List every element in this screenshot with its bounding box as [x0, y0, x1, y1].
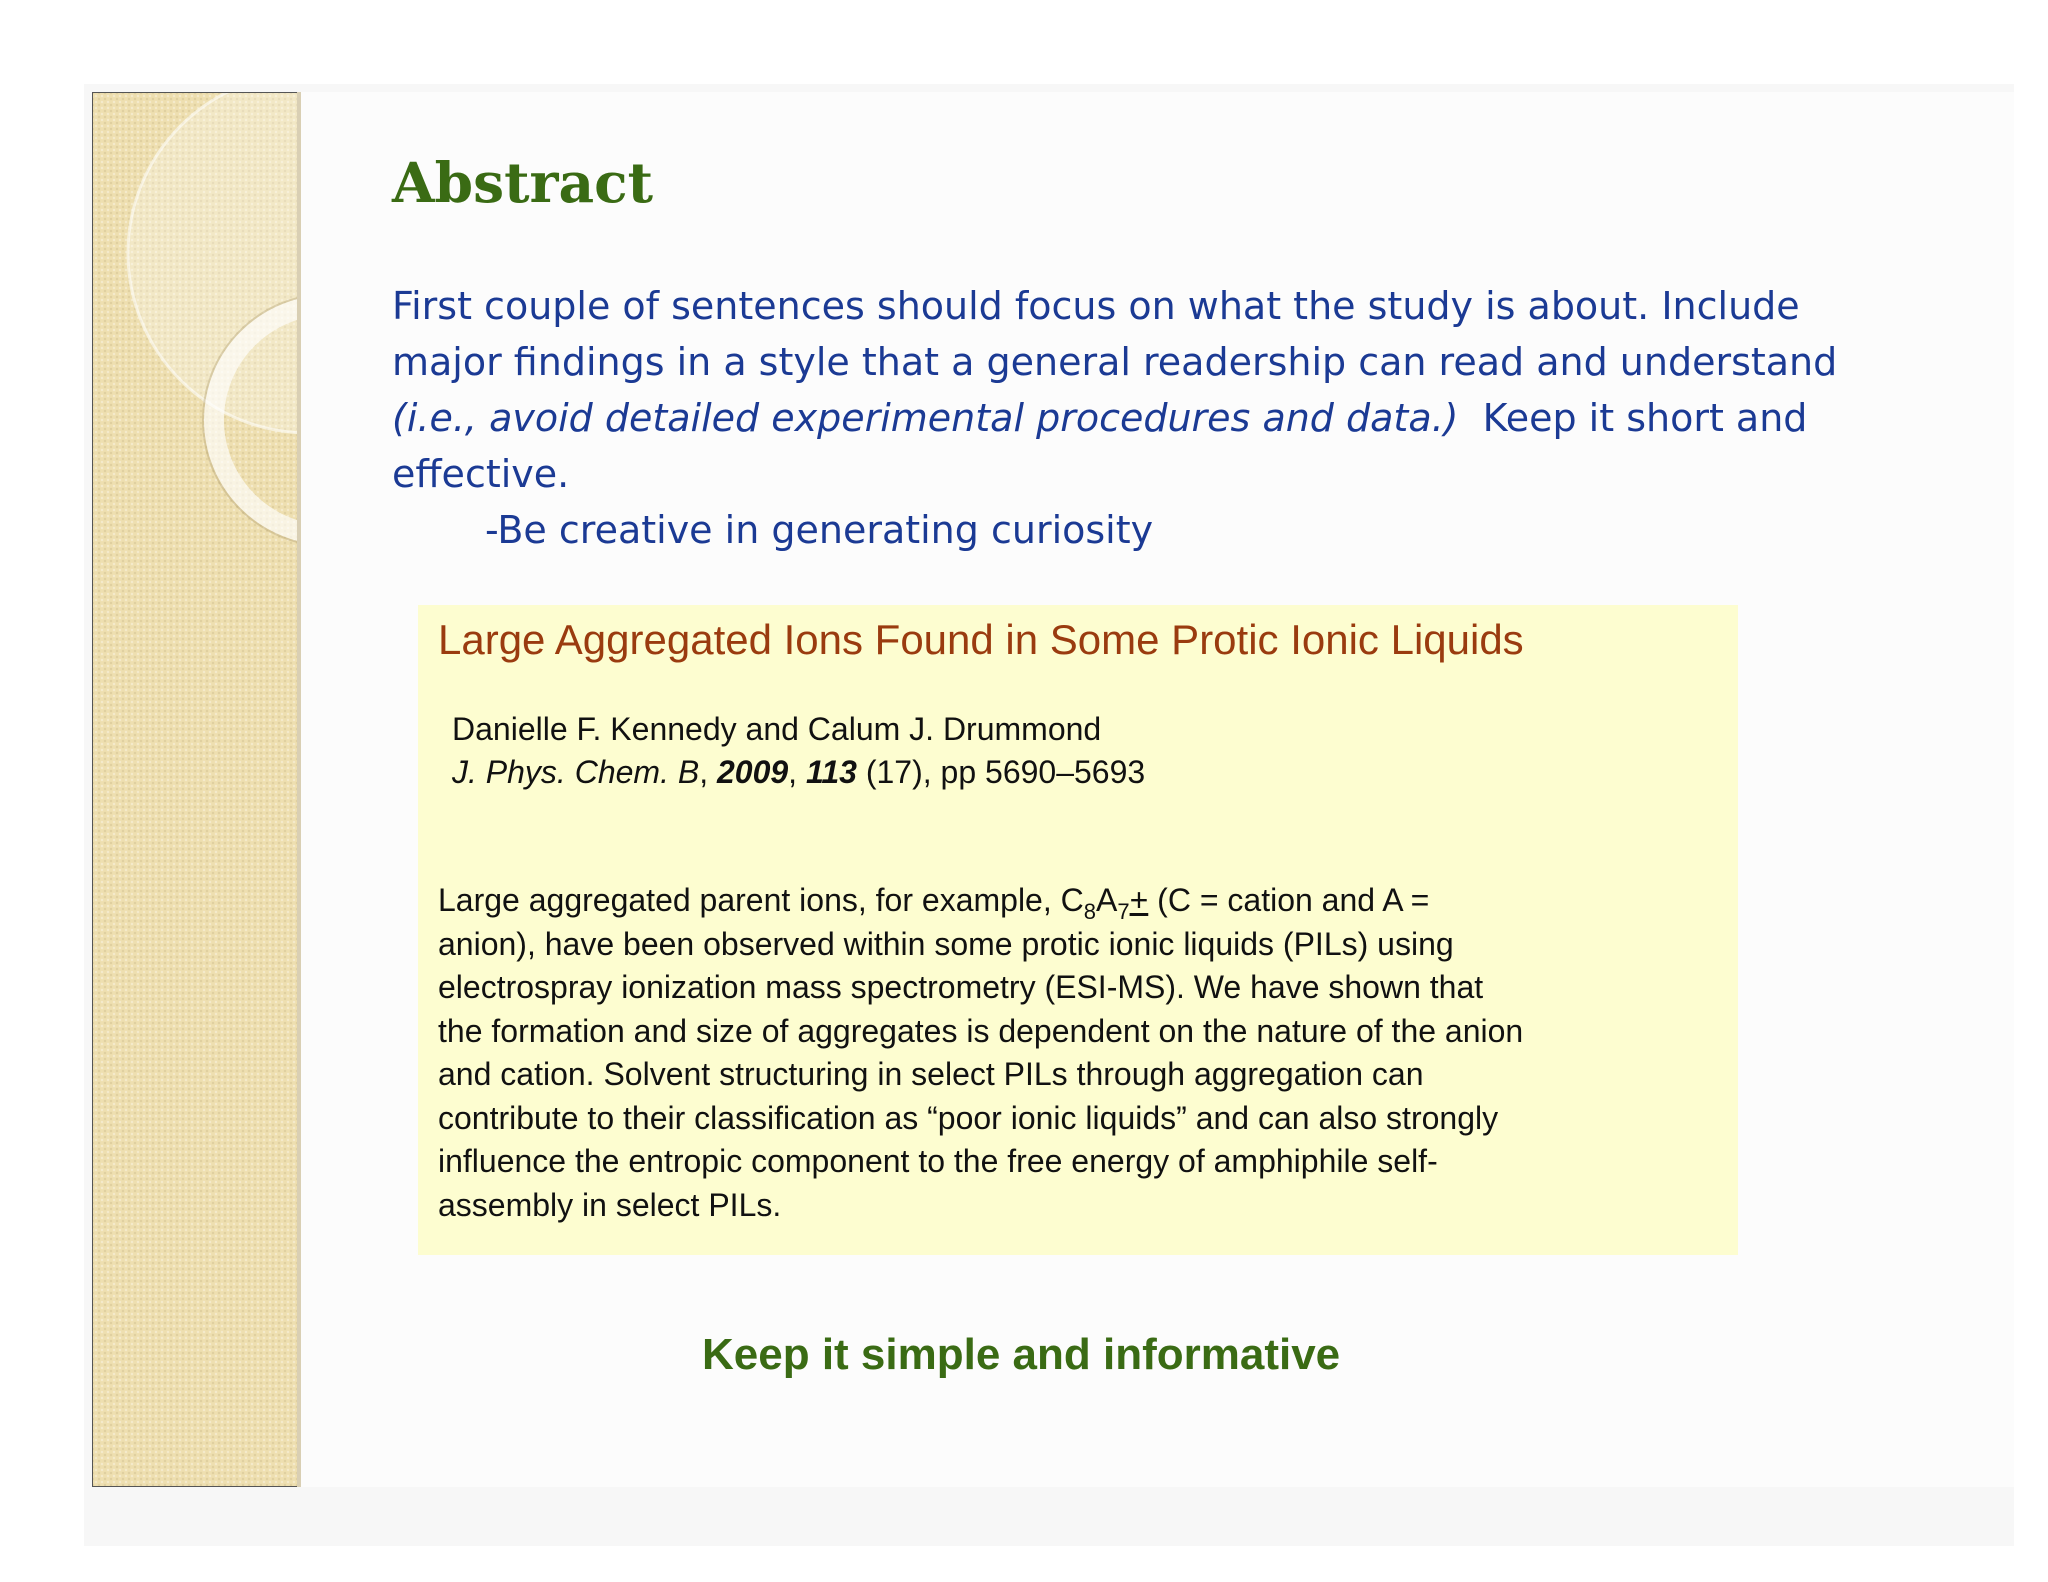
citation-separator: ,	[699, 754, 717, 790]
intro-text	[392, 278, 1838, 558]
abstract-line	[438, 879, 1728, 923]
intro-italic-note: (i.e., avoid detailed experimental procedures and data.)	[392, 396, 1459, 440]
abstract-text-segment: (C = cation and A =	[1148, 882, 1430, 918]
side-panel-edge	[297, 92, 301, 1487]
paper-abstract	[438, 879, 1728, 1227]
intro-line-rest: Keep it short and	[1458, 396, 1808, 440]
plus-minus-sign: +	[1129, 882, 1149, 918]
citation-volume: 113	[805, 754, 857, 790]
paper-authors: Danielle F. Kennedy and Calum J. Drummond	[452, 711, 1102, 747]
slide-tagline: Keep it simple and informative	[702, 1330, 1341, 1379]
decorative-rings	[93, 93, 299, 1487]
intro-line: major findings in a style that a general readership can read and understand	[392, 340, 1838, 384]
abstract-line: and cation. Solvent structuring in select PILs through aggregation can	[438, 1056, 1424, 1092]
abstract-line: assembly in select PILs.	[438, 1186, 782, 1223]
abstract-text-segment: A	[1095, 882, 1118, 918]
abstract-line: contribute to their classification as “poor ionic liquids” and can also strongly	[438, 1099, 1499, 1136]
intro-line: effective.	[392, 452, 570, 496]
intro-tip: -Be creative in generating curiosity	[485, 508, 1154, 552]
intro-line: First couple of sentences should focus on what the study is about. Include	[392, 284, 1800, 328]
citation-journal: J. Phys. Chem. B	[452, 754, 700, 790]
paper-byline	[452, 708, 1145, 794]
citation-separator: ,	[788, 754, 806, 790]
citation-pages: (17), pp 5690–5693	[856, 754, 1146, 790]
abstract-line: electrospray ionization mass spectrometry (ESI-MS). We have shown that	[438, 969, 1484, 1005]
abstract-line: anion), have been observed within some protic ionic liquids (PILs) using	[438, 925, 1454, 962]
intro-line	[392, 390, 1832, 446]
decorative-side-panel	[92, 92, 299, 1487]
abstract-line: influence the entropic component to the free energy of amphiphile self-	[438, 1143, 1438, 1179]
slide-heading: Abstract	[392, 150, 654, 215]
abstract-text-segment: Large aggregated parent ions, for example, C	[438, 882, 1084, 918]
citation-year: 2009	[716, 754, 789, 790]
subscript: 8	[1083, 899, 1096, 924]
paper-title: Large Aggregated Ions Found in Some Protic Ionic Liquids	[438, 616, 1524, 663]
paper-citation	[452, 751, 1145, 794]
abstract-line: the formation and size of aggregates is dependent on the nature of the anion	[438, 1012, 1524, 1049]
subscript: 7	[1117, 899, 1130, 924]
